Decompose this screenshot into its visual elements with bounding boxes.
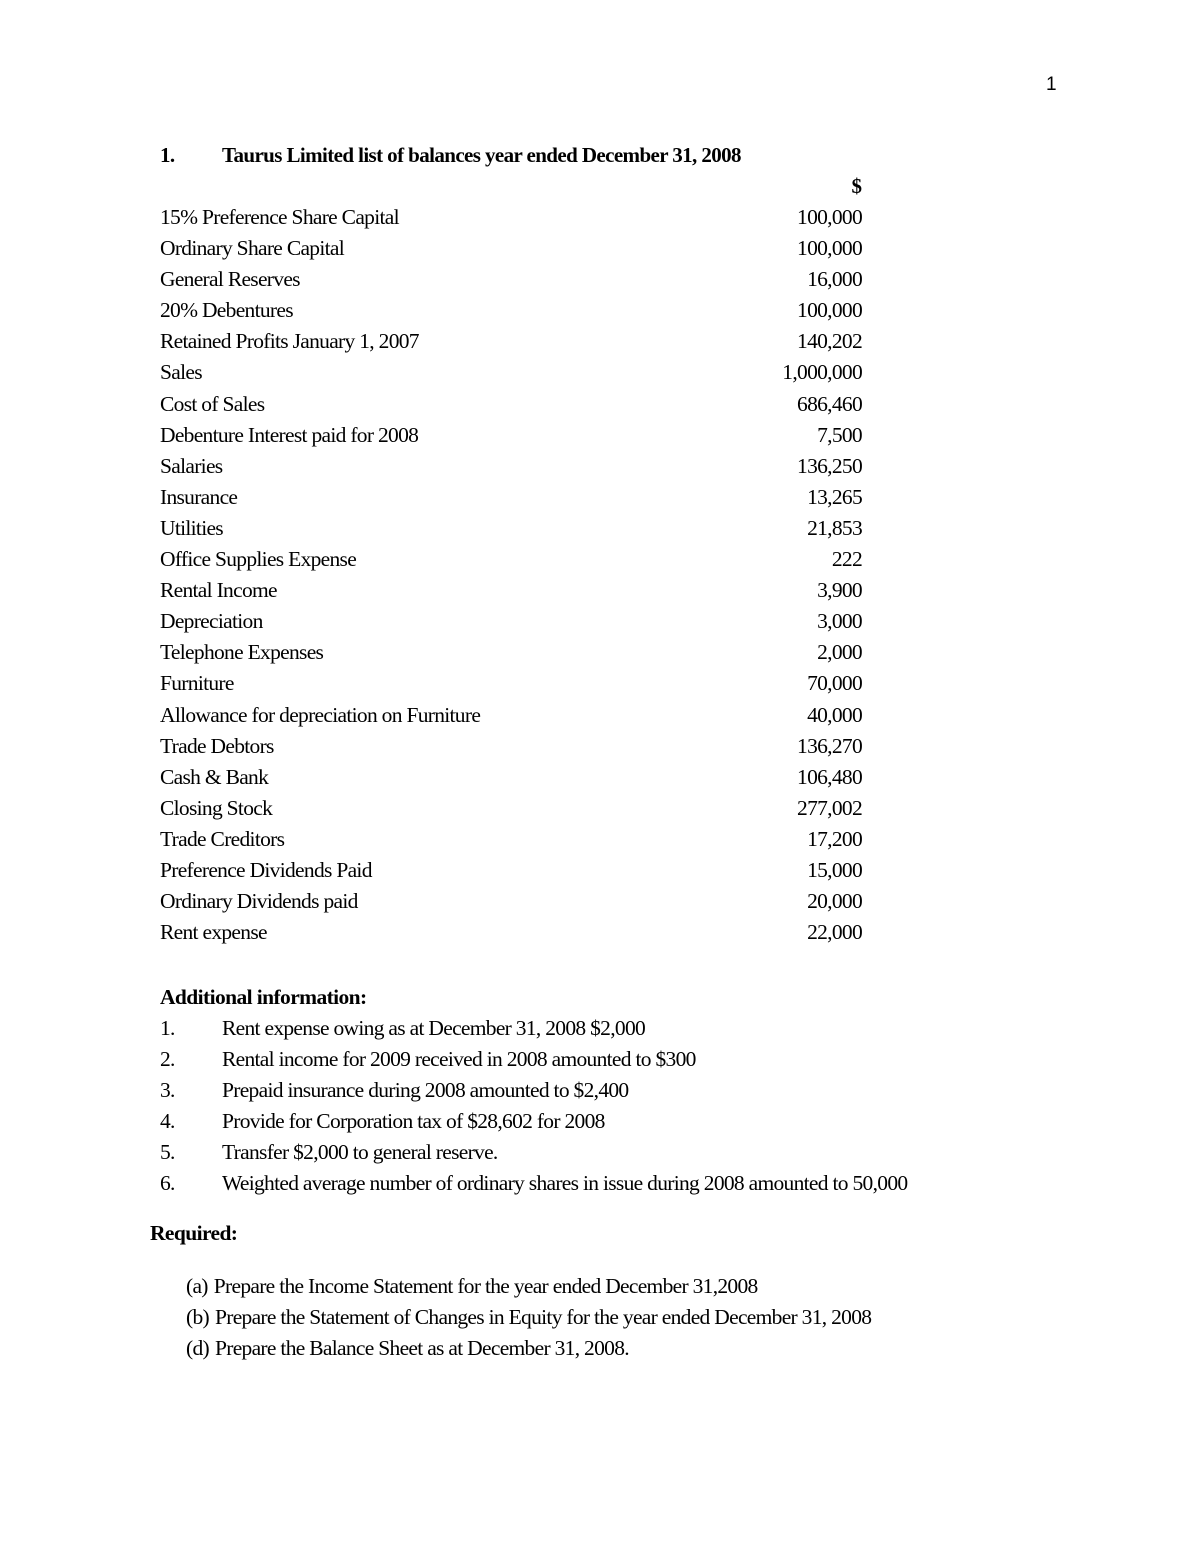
table-row bbox=[160, 668, 862, 699]
item-text: Prepare the Balance Sheet as at December 31, 2008. bbox=[214, 1336, 629, 1360]
row-label: Ordinary Dividends paid bbox=[160, 889, 358, 914]
list-item bbox=[160, 1075, 1060, 1106]
row-label: Cost of Sales bbox=[160, 391, 265, 416]
row-value: 136,250 bbox=[797, 453, 862, 478]
row-label: Salaries bbox=[160, 453, 223, 478]
row-value: 40,000 bbox=[807, 702, 862, 727]
row-value: 70,000 bbox=[807, 671, 862, 696]
item-number: 2. bbox=[160, 1047, 175, 1071]
table-row bbox=[160, 389, 862, 420]
row-value: 22,000 bbox=[807, 920, 862, 945]
page-number: 1 bbox=[1046, 74, 1057, 95]
row-value: 15,000 bbox=[807, 857, 862, 882]
row-value: 136,270 bbox=[797, 733, 862, 758]
question-title-text: Taurus Limited list of balances year ended December 31, 2008 bbox=[222, 143, 741, 167]
row-label: General Reserves bbox=[160, 267, 300, 292]
row-value: 222 bbox=[831, 547, 862, 572]
row-label: Sales bbox=[160, 360, 202, 385]
required-section bbox=[150, 1218, 1050, 1364]
row-value: 277,002 bbox=[797, 795, 862, 820]
item-letter: (a) bbox=[186, 1274, 208, 1298]
row-label: Retained Profits January 1, 2007 bbox=[160, 329, 419, 354]
row-value: 2,000 bbox=[817, 640, 862, 665]
row-label: 15% Preference Share Capital bbox=[160, 205, 399, 229]
item-text: Prepaid insurance during 2008 amounted to $2,400 bbox=[222, 1078, 629, 1102]
table-row bbox=[160, 451, 862, 482]
table-row bbox=[160, 544, 862, 575]
table-row bbox=[160, 886, 862, 917]
item-text: Transfer $2,000 to general reserve. bbox=[222, 1140, 498, 1164]
list-item bbox=[160, 1044, 1060, 1075]
additional-information-section bbox=[160, 982, 1060, 1199]
table-row bbox=[160, 917, 862, 948]
row-label: Office Supplies Expense bbox=[160, 547, 357, 572]
row-label: Ordinary Share Capital bbox=[160, 236, 345, 261]
table-row bbox=[160, 606, 862, 637]
row-value: 106,480 bbox=[797, 764, 862, 789]
question-number: 1. bbox=[160, 143, 175, 167]
row-value: 100,000 bbox=[797, 236, 862, 261]
row-label: Furniture bbox=[160, 671, 234, 696]
item-number: 4. bbox=[160, 1109, 175, 1133]
row-label: Telephone Expenses bbox=[160, 640, 324, 665]
row-label: Closing Stock bbox=[160, 795, 273, 820]
row-label: Preference Dividends Paid bbox=[160, 857, 372, 882]
table-row bbox=[160, 731, 862, 762]
table-row bbox=[160, 264, 862, 295]
balances-table bbox=[160, 202, 862, 948]
item-letter: (d) bbox=[186, 1336, 209, 1360]
row-value: 100,000 bbox=[797, 205, 862, 229]
row-label: Trade Debtors bbox=[160, 733, 274, 758]
row-label: Insurance bbox=[160, 484, 238, 509]
table-row bbox=[160, 793, 862, 824]
table-row bbox=[160, 700, 862, 731]
row-value: 100,000 bbox=[797, 298, 862, 323]
list-item bbox=[160, 1106, 1060, 1137]
item-text: Rental income for 2009 received in 2008 amounted to $300 bbox=[222, 1047, 696, 1071]
row-value: 140,202 bbox=[797, 329, 862, 354]
list-item bbox=[160, 1168, 1060, 1199]
list-item bbox=[160, 1137, 1060, 1168]
row-label: Depreciation bbox=[160, 609, 263, 634]
row-label: Allowance for depreciation on Furniture bbox=[160, 702, 481, 727]
table-row bbox=[160, 824, 862, 855]
table-row bbox=[160, 762, 862, 793]
row-label: 20% Debentures bbox=[160, 298, 293, 323]
row-value: 17,200 bbox=[807, 826, 862, 851]
row-value: 1,000,000 bbox=[782, 360, 862, 385]
item-text: Weighted average number of ordinary shares in issue during 2008 amounted to 50,000 bbox=[222, 1171, 908, 1195]
table-row bbox=[160, 295, 862, 326]
row-value: 16,000 bbox=[807, 267, 862, 292]
item-number: 3. bbox=[160, 1078, 175, 1102]
row-value: 3,000 bbox=[817, 609, 862, 634]
table-row bbox=[160, 233, 862, 264]
item-number: 1. bbox=[160, 1016, 175, 1040]
row-label: Rental Income bbox=[160, 578, 277, 603]
item-text: Prepare the Income Statement for the year ended December 31,2008 bbox=[213, 1274, 758, 1298]
question-title bbox=[160, 143, 741, 168]
list-item bbox=[160, 1013, 1060, 1044]
table-row bbox=[160, 637, 862, 668]
table-row bbox=[160, 420, 862, 451]
table-row bbox=[160, 326, 862, 357]
row-value: 3,900 bbox=[817, 578, 862, 603]
item-number: 5. bbox=[160, 1140, 175, 1164]
row-value: 13,265 bbox=[807, 484, 862, 509]
table-row bbox=[160, 202, 862, 233]
required-heading: Required: bbox=[150, 1221, 238, 1245]
currency-column-header: $ bbox=[851, 174, 862, 198]
table-row bbox=[160, 482, 862, 513]
item-letter: (b) bbox=[186, 1305, 209, 1329]
item-text: Provide for Corporation tax of $28,602 for 2008 bbox=[222, 1109, 605, 1133]
row-label: Debenture Interest paid for 2008 bbox=[160, 422, 419, 447]
row-label: Trade Creditors bbox=[160, 826, 285, 851]
row-value: 20,000 bbox=[807, 889, 862, 914]
row-value: 21,853 bbox=[807, 515, 862, 540]
list-item bbox=[186, 1302, 1050, 1333]
list-item bbox=[186, 1271, 1050, 1302]
item-text: Rent expense owing as at December 31, 2008 $2,000 bbox=[222, 1016, 646, 1040]
row-label: Cash & Bank bbox=[160, 764, 269, 789]
row-value: 686,460 bbox=[797, 391, 862, 416]
additional-information-heading: Additional information: bbox=[160, 985, 367, 1009]
row-label: Utilities bbox=[160, 515, 223, 540]
row-value: 7,500 bbox=[817, 422, 862, 447]
item-text: Prepare the Statement of Changes in Equity for the year ended December 31, 2008 bbox=[214, 1305, 872, 1329]
table-row bbox=[160, 575, 862, 606]
table-row bbox=[160, 357, 862, 388]
item-number: 6. bbox=[160, 1171, 175, 1195]
row-label: Rent expense bbox=[160, 920, 267, 945]
table-row bbox=[160, 513, 862, 544]
table-row bbox=[160, 855, 862, 886]
list-item bbox=[186, 1333, 1050, 1364]
